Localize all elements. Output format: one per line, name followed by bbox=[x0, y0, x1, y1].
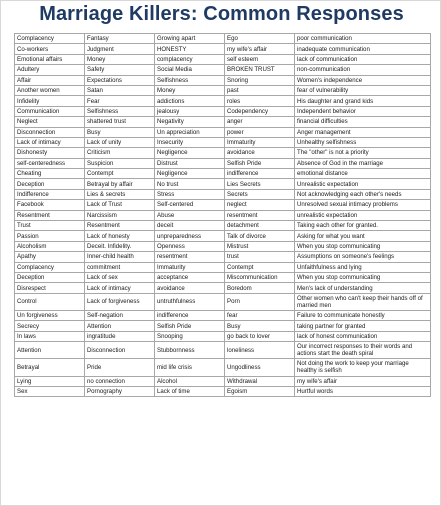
table-cell: When you stop communicating bbox=[295, 241, 431, 251]
table-cell: Independent behavior bbox=[295, 106, 431, 116]
table-cell: complacency bbox=[155, 54, 225, 64]
table-row bbox=[15, 283, 431, 293]
table-cell: Contempt bbox=[85, 169, 155, 179]
table-cell: detachment bbox=[225, 221, 295, 231]
table-row bbox=[15, 293, 431, 310]
responses-table-wrapper bbox=[14, 33, 430, 397]
table-row bbox=[15, 148, 431, 158]
table-cell: jealousy bbox=[155, 106, 225, 116]
table-cell: shattered trust bbox=[85, 117, 155, 127]
table-cell: mid life crisis bbox=[155, 359, 225, 376]
table-cell: Secrecy bbox=[15, 321, 85, 331]
table-cell: commitment bbox=[85, 262, 155, 272]
table-cell: Passion bbox=[15, 231, 85, 241]
table-cell: Facebook bbox=[15, 200, 85, 210]
table-cell: Busy bbox=[225, 321, 295, 331]
table-row bbox=[15, 310, 431, 320]
table-cell: Disconnection bbox=[15, 127, 85, 137]
table-cell: Communication bbox=[15, 106, 85, 116]
table-cell: Ego bbox=[225, 34, 295, 44]
table-cell: Emotional affairs bbox=[15, 54, 85, 64]
table-cell: Our incorrect responses to their words and actions start the death spiral bbox=[295, 342, 431, 359]
table-row bbox=[15, 127, 431, 137]
table-row bbox=[15, 117, 431, 127]
table-cell: Criticism bbox=[85, 148, 155, 158]
table-cell: indifference bbox=[225, 169, 295, 179]
table-row bbox=[15, 179, 431, 189]
table-cell: ingratitude bbox=[85, 331, 155, 341]
table-cell: Betrayal by affair bbox=[85, 179, 155, 189]
table-cell: Attention bbox=[85, 321, 155, 331]
table-cell: Complacency bbox=[15, 34, 85, 44]
table-cell: Boredom bbox=[225, 283, 295, 293]
table-cell: The "other" is not a priority bbox=[295, 148, 431, 158]
table-cell: Betrayal bbox=[15, 359, 85, 376]
table-cell: Stress bbox=[155, 189, 225, 199]
table-row bbox=[15, 85, 431, 95]
table-cell: Abuse bbox=[155, 210, 225, 220]
table-cell: Absence of God in the marriage bbox=[295, 158, 431, 168]
table-cell: Snooping bbox=[155, 331, 225, 341]
table-cell: Lack of time bbox=[155, 386, 225, 396]
table-cell: no connection bbox=[85, 376, 155, 386]
table-cell: Not doing the work to keep your marriage healthy is selfish bbox=[295, 359, 431, 376]
table-cell: Hurtful words bbox=[295, 386, 431, 396]
table-row bbox=[15, 75, 431, 85]
table-cell: Suspicion bbox=[85, 158, 155, 168]
table-row bbox=[15, 386, 431, 396]
table-cell: Attention bbox=[15, 342, 85, 359]
table-cell: His daughter and grand kids bbox=[295, 96, 431, 106]
table-cell: fear of vulnerability bbox=[295, 85, 431, 95]
table-cell: Trust bbox=[15, 221, 85, 231]
table-cell: inadequate communication bbox=[295, 44, 431, 54]
table-cell: Deceit. Infidelity. bbox=[85, 241, 155, 251]
table-cell: deceit bbox=[155, 221, 225, 231]
table-cell: loneliness bbox=[225, 342, 295, 359]
table-cell: Resentment bbox=[15, 210, 85, 220]
table-cell: Negativity bbox=[155, 117, 225, 127]
table-cell: Neglect bbox=[15, 117, 85, 127]
table-cell: Snoring bbox=[225, 75, 295, 85]
table-cell: addictions bbox=[155, 96, 225, 106]
table-cell: Alcoholism bbox=[15, 241, 85, 251]
table-cell: acceptance bbox=[155, 272, 225, 282]
table-row bbox=[15, 210, 431, 220]
table-cell: Unrealistic expectation bbox=[295, 179, 431, 189]
table-cell: non-communication bbox=[295, 65, 431, 75]
table-cell: anger bbox=[225, 117, 295, 127]
table-cell: Busy bbox=[85, 127, 155, 137]
table-cell: Miscommunication bbox=[225, 272, 295, 282]
table-cell: Ungodliness bbox=[225, 359, 295, 376]
table-cell: resentment bbox=[155, 252, 225, 262]
table-cell: Complacency bbox=[15, 262, 85, 272]
table-cell: Fear bbox=[85, 96, 155, 106]
table-row bbox=[15, 231, 431, 241]
table-cell: fear bbox=[225, 310, 295, 320]
table-cell: Pornography bbox=[85, 386, 155, 396]
table-row bbox=[15, 158, 431, 168]
table-cell: Selfishness bbox=[85, 106, 155, 116]
table-row bbox=[15, 106, 431, 116]
table-cell: Deception bbox=[15, 179, 85, 189]
table-cell: Codependency bbox=[225, 106, 295, 116]
table-cell: Lies Secrets bbox=[225, 179, 295, 189]
table-row bbox=[15, 169, 431, 179]
table-row bbox=[15, 54, 431, 64]
table-cell: Lack of intimacy bbox=[85, 283, 155, 293]
table-cell: Adultery bbox=[15, 65, 85, 75]
table-cell: Negligence bbox=[155, 169, 225, 179]
table-row bbox=[15, 189, 431, 199]
table-cell: Lack of forgiveness bbox=[85, 293, 155, 310]
table-cell: Contempt bbox=[225, 262, 295, 272]
table-cell: Apathy bbox=[15, 252, 85, 262]
table-cell: Immaturity bbox=[225, 137, 295, 147]
table-cell: Inner-child health bbox=[85, 252, 155, 262]
table-cell: Growing apart bbox=[155, 34, 225, 44]
table-cell: Self-centered bbox=[155, 200, 225, 210]
table-cell: avoidance bbox=[225, 148, 295, 158]
table-cell: Indifference bbox=[15, 189, 85, 199]
table-cell: Immaturity bbox=[155, 262, 225, 272]
table-cell: Unresolved sexual intimacy problems bbox=[295, 200, 431, 210]
table-cell: Selfishness bbox=[155, 75, 225, 85]
table-row bbox=[15, 96, 431, 106]
table-cell: When you stop communicating bbox=[295, 272, 431, 282]
table-cell: Social Media bbox=[155, 65, 225, 75]
table-cell: Porn bbox=[225, 293, 295, 310]
table-cell: Lying bbox=[15, 376, 85, 386]
table-row bbox=[15, 34, 431, 44]
table-cell: Dishonesty bbox=[15, 148, 85, 158]
table-cell: Money bbox=[85, 54, 155, 64]
table-cell: Selfish Pride bbox=[225, 158, 295, 168]
table-cell: Un appreciation bbox=[155, 127, 225, 137]
table-cell: Assumptions on someone's feelings bbox=[295, 252, 431, 262]
table-row bbox=[15, 331, 431, 341]
table-cell: Stubbornness bbox=[155, 342, 225, 359]
table-cell: Asking for what you want bbox=[295, 231, 431, 241]
table-cell: Not acknowledging each other's needs bbox=[295, 189, 431, 199]
table-cell: poor communication bbox=[295, 34, 431, 44]
table-cell: resentment bbox=[225, 210, 295, 220]
table-cell: Cheating bbox=[15, 169, 85, 179]
table-cell: Negligence bbox=[155, 148, 225, 158]
table-cell: Secrets bbox=[225, 189, 295, 199]
table-row bbox=[15, 262, 431, 272]
table-cell: my wife's affair bbox=[295, 376, 431, 386]
table-cell: Judgment bbox=[85, 44, 155, 54]
table-cell: roles bbox=[225, 96, 295, 106]
table-cell: Openness bbox=[155, 241, 225, 251]
table-body bbox=[15, 34, 431, 397]
table-cell: self-centeredness bbox=[15, 158, 85, 168]
table-cell: Infidelity bbox=[15, 96, 85, 106]
table-row bbox=[15, 376, 431, 386]
table-cell: Unhealthy selfishness bbox=[295, 137, 431, 147]
table-cell: Sex bbox=[15, 386, 85, 396]
table-cell: BROKEN TRUST bbox=[225, 65, 295, 75]
table-cell: Withdrawal bbox=[225, 376, 295, 386]
table-cell: unrealistic expectation bbox=[295, 210, 431, 220]
table-cell: Lies & secrets bbox=[85, 189, 155, 199]
table-cell: Affair bbox=[15, 75, 85, 85]
table-cell: Disrespect bbox=[15, 283, 85, 293]
table-cell: In laws bbox=[15, 331, 85, 341]
table-cell: Co-workers bbox=[15, 44, 85, 54]
table-cell: Lack of Trust bbox=[85, 200, 155, 210]
table-cell: Men's lack of understanding bbox=[295, 283, 431, 293]
table-cell: Fantasy bbox=[85, 34, 155, 44]
table-cell: Control bbox=[15, 293, 85, 310]
table-cell: Unfaithfulness and lying bbox=[295, 262, 431, 272]
table-cell: power bbox=[225, 127, 295, 137]
table-cell: Mistrust bbox=[225, 241, 295, 251]
table-cell: Expectations bbox=[85, 75, 155, 85]
table-row bbox=[15, 65, 431, 75]
table-cell: Narcissism bbox=[85, 210, 155, 220]
table-cell: taking partner for granted bbox=[295, 321, 431, 331]
table-cell: avoidance bbox=[155, 283, 225, 293]
table-cell: self esteem bbox=[225, 54, 295, 64]
table-row bbox=[15, 137, 431, 147]
page-title: Marriage Killers: Common Responses bbox=[39, 3, 404, 25]
table-cell: neglect bbox=[225, 200, 295, 210]
table-cell: Another women bbox=[15, 85, 85, 95]
table-row bbox=[15, 321, 431, 331]
table-cell: lack of honest communication bbox=[295, 331, 431, 341]
table-cell: Deception bbox=[15, 272, 85, 282]
table-cell: Egoism bbox=[225, 386, 295, 396]
table-cell: unpreparedness bbox=[155, 231, 225, 241]
table-cell: Insecurity bbox=[155, 137, 225, 147]
table-cell: trust bbox=[225, 252, 295, 262]
table-cell: Lack of unity bbox=[85, 137, 155, 147]
table-cell: Lack of sex bbox=[85, 272, 155, 282]
table-cell: Anger management bbox=[295, 127, 431, 137]
table-cell: Other women who can't keep their hands off of married men bbox=[295, 293, 431, 310]
table-cell: untruthfulness bbox=[155, 293, 225, 310]
table-row bbox=[15, 200, 431, 210]
table-cell: Self-negation bbox=[85, 310, 155, 320]
table-row bbox=[15, 342, 431, 359]
responses-table bbox=[14, 33, 431, 397]
table-row bbox=[15, 44, 431, 54]
table-cell: Disconnection bbox=[85, 342, 155, 359]
table-cell: Lack of intimacy bbox=[15, 137, 85, 147]
table-row bbox=[15, 272, 431, 282]
table-cell: indifference bbox=[155, 310, 225, 320]
table-cell: past bbox=[225, 85, 295, 95]
table-cell: Distrust bbox=[155, 158, 225, 168]
table-cell: emotional distance bbox=[295, 169, 431, 179]
table-cell: Women's independence bbox=[295, 75, 431, 85]
table-cell: Pride bbox=[85, 359, 155, 376]
table-cell: Safety bbox=[85, 65, 155, 75]
table-row bbox=[15, 252, 431, 262]
table-cell: my wife's affair bbox=[225, 44, 295, 54]
table-cell: lack of communication bbox=[295, 54, 431, 64]
table-row bbox=[15, 241, 431, 251]
table-cell: Lack of honesty bbox=[85, 231, 155, 241]
table-cell: Alcohol bbox=[155, 376, 225, 386]
table-row bbox=[15, 359, 431, 376]
table-cell: No trust bbox=[155, 179, 225, 189]
table-cell: Money bbox=[155, 85, 225, 95]
table-row bbox=[15, 221, 431, 231]
table-cell: Un forgiveness bbox=[15, 310, 85, 320]
table-cell: Failure to communicate honestly bbox=[295, 310, 431, 320]
table-cell: Satan bbox=[85, 85, 155, 95]
table-cell: Talk of divorce bbox=[225, 231, 295, 241]
table-cell: Resentment bbox=[85, 221, 155, 231]
table-cell: go back to lover bbox=[225, 331, 295, 341]
table-cell: Taking each other for granted. bbox=[295, 221, 431, 231]
table-cell: financial difficulties bbox=[295, 117, 431, 127]
table-cell: Selfish Pride bbox=[155, 321, 225, 331]
table-cell: HONESTY bbox=[155, 44, 225, 54]
